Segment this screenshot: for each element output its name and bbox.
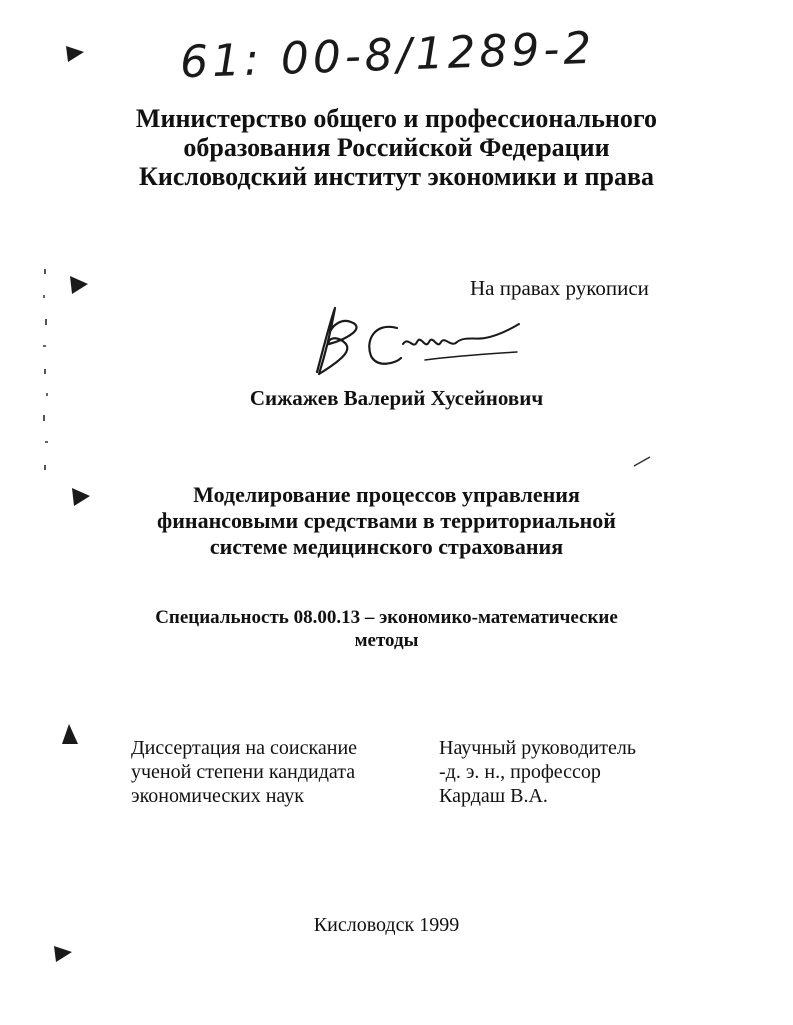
specialty-line-2: методы bbox=[354, 630, 419, 651]
author-signature bbox=[305, 300, 525, 380]
rights-note: На правах рукописи bbox=[470, 276, 649, 300]
institution-header bbox=[0, 104, 793, 191]
city-year: Кисловодск 1999 bbox=[313, 914, 460, 936]
supervisor-line-2: -д. э. н., профессор bbox=[439, 761, 601, 783]
scan-mark bbox=[632, 454, 652, 468]
supervisor-line-3: Кардаш В.А. bbox=[439, 785, 548, 807]
binder-hole-icon bbox=[66, 272, 92, 298]
degree-line-2: ученой степени кандидата bbox=[131, 761, 356, 783]
specialty-block bbox=[0, 606, 773, 652]
title-line-1: Моделирование процессов управления bbox=[193, 482, 580, 507]
archive-number: 61: 00-8/1289-2 bbox=[179, 22, 597, 89]
author-name: Сижажев Валерий Хусейнович bbox=[249, 386, 544, 410]
binder-hole-icon bbox=[56, 722, 82, 748]
degree-line-1: Диссертация на соискание bbox=[131, 737, 358, 759]
binder-hole-icon bbox=[50, 940, 76, 966]
scan-noise bbox=[38, 265, 58, 485]
specialty-line-1: Специальность 08.00.13 – экономико-математические bbox=[155, 607, 618, 628]
binder-hole-icon bbox=[62, 40, 88, 66]
title-line-3: системе медицинского страхования bbox=[209, 534, 564, 559]
supervisor-line-1: Научный руководитель bbox=[439, 737, 636, 759]
header-line-2: образования Российской Федерации bbox=[183, 133, 610, 162]
header-line-1: Министерство общего и профессионального bbox=[135, 104, 658, 133]
dissertation-title bbox=[0, 482, 773, 560]
header-line-3: Кисловодский институт экономики и права bbox=[139, 162, 654, 191]
degree-line-3: экономических наук bbox=[131, 785, 304, 807]
binder-hole-icon bbox=[68, 484, 94, 510]
degree-block bbox=[131, 736, 357, 808]
title-line-2: финансовыми средствами в территориальной bbox=[157, 508, 616, 533]
supervisor-block bbox=[439, 736, 636, 808]
